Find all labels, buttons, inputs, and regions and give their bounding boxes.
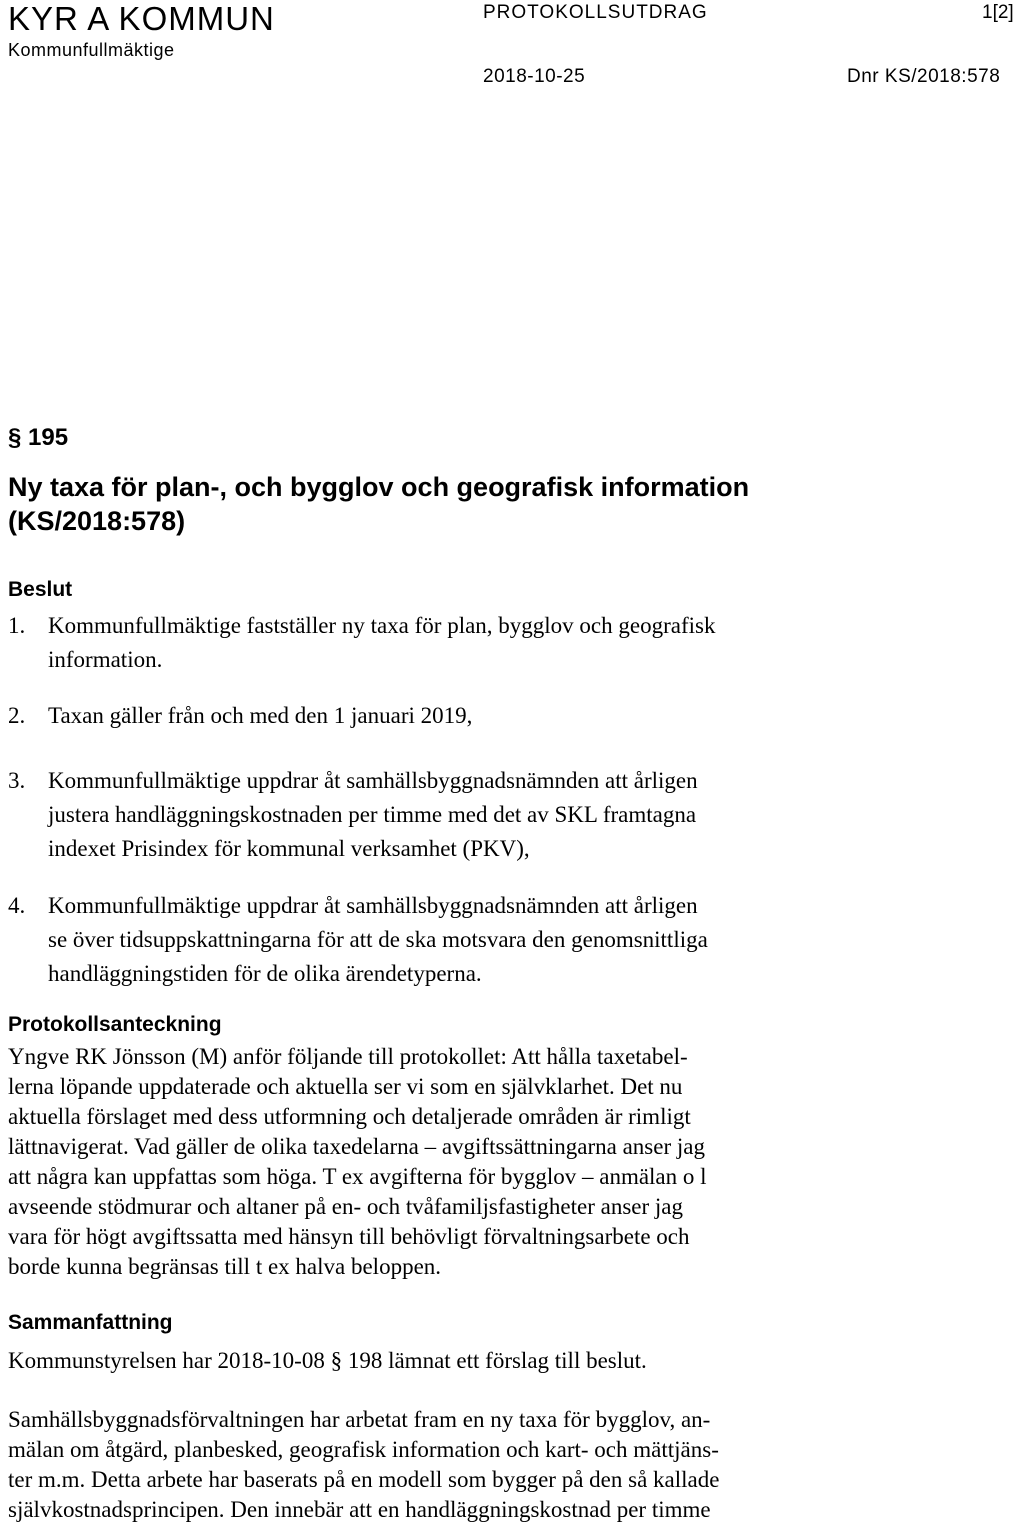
section-title: Ny taxa för plan-, och bygglov och geografisk information (KS/2018:578) — [8, 472, 750, 536]
section-number: § 195 — [8, 424, 69, 451]
document-reference-number: Dnr KS/2018:578 — [847, 66, 1001, 87]
decision-item-text: Kommunfullmäktige uppdrar åt samhällsbyggnadsnämnden att årligen justera handläggningskostnaden per timme med det av SKL framtagna indexet Prisindex för kommunal verksamhet (PKV), — [48, 768, 698, 861]
protokollsanteckning-heading: Protokollsanteckning — [8, 1013, 222, 1036]
organization-name: KYR A KOMMUN — [8, 0, 275, 37]
sammanfattning-paragraph-1: Kommunstyrelsen har 2018-10-08 § 198 lämnat ett förslag till beslut. — [8, 1348, 647, 1373]
decision-item-text: Kommunfullmäktige fastställer ny taxa för plan, bygglov och geografisk information. — [48, 613, 716, 672]
decision-item — [8, 764, 908, 866]
decision-item-number: 1. — [8, 613, 26, 638]
decision-item — [8, 609, 908, 677]
decision-item — [8, 889, 908, 991]
decision-item-number: 3. — [8, 768, 26, 793]
decision-item-number: 4. — [8, 893, 26, 918]
decision-item-number: 2. — [8, 703, 26, 728]
decision-item-text: Kommunfullmäktige uppdrar åt samhällsbyggnadsnämnden att årligen se över tidsuppskattningarna för att de ska motsvara den genomsnittliga handläggningstiden för de olika ärendetyperna. — [48, 893, 708, 986]
document-date: 2018-10-25 — [483, 66, 586, 87]
decision-item — [8, 699, 908, 733]
sammanfattning-heading: Sammanfattning — [8, 1311, 173, 1334]
sammanfattning-paragraph-2: Samhällsbyggnadsförvaltningen har arbetat fram en ny taxa för bygglov, an- mälan om åtgärd, planbesked, geografisk information och kart- och mättjäns- ter m.m. Detta arbete har baserats på en modell som bygger på den så kallade självkostnadsprincipen. Den innebär att en handläggningskostnad per timme — [8, 1407, 720, 1522]
organization-unit: Kommunfullmäktige — [8, 40, 175, 60]
beslut-heading: Beslut — [8, 578, 73, 601]
protokollsanteckning-text: Yngve RK Jönsson (M) anför följande till protokollet: Att hålla taxetabel- lerna löpande uppdaterade och aktuella ser vi som en självklarhet. Det nu aktuella förslaget med dess utformning och detaljerade områden är rimligt lättnavigerat. Vad gäller de olika taxedelarna – avgiftssättningarna anser jag att några kan uppfattas som höga. T ex avgifterna för bygglov – anmälan o l avseende stödmurar och altaner på en- och tvåfamiljsfastigheter anser jag vara för högt avgiftssatta med hänsyn till behövligt förvaltningsarbete och borde kunna begränsas till t ex halva beloppen. — [8, 1044, 707, 1279]
document-type: PROTOKOLLSUTDRAG — [483, 2, 708, 23]
decision-item-text: Taxan gäller från och med den 1 januari 2019, — [48, 703, 473, 728]
page-number: 1[2] — [982, 2, 1014, 23]
